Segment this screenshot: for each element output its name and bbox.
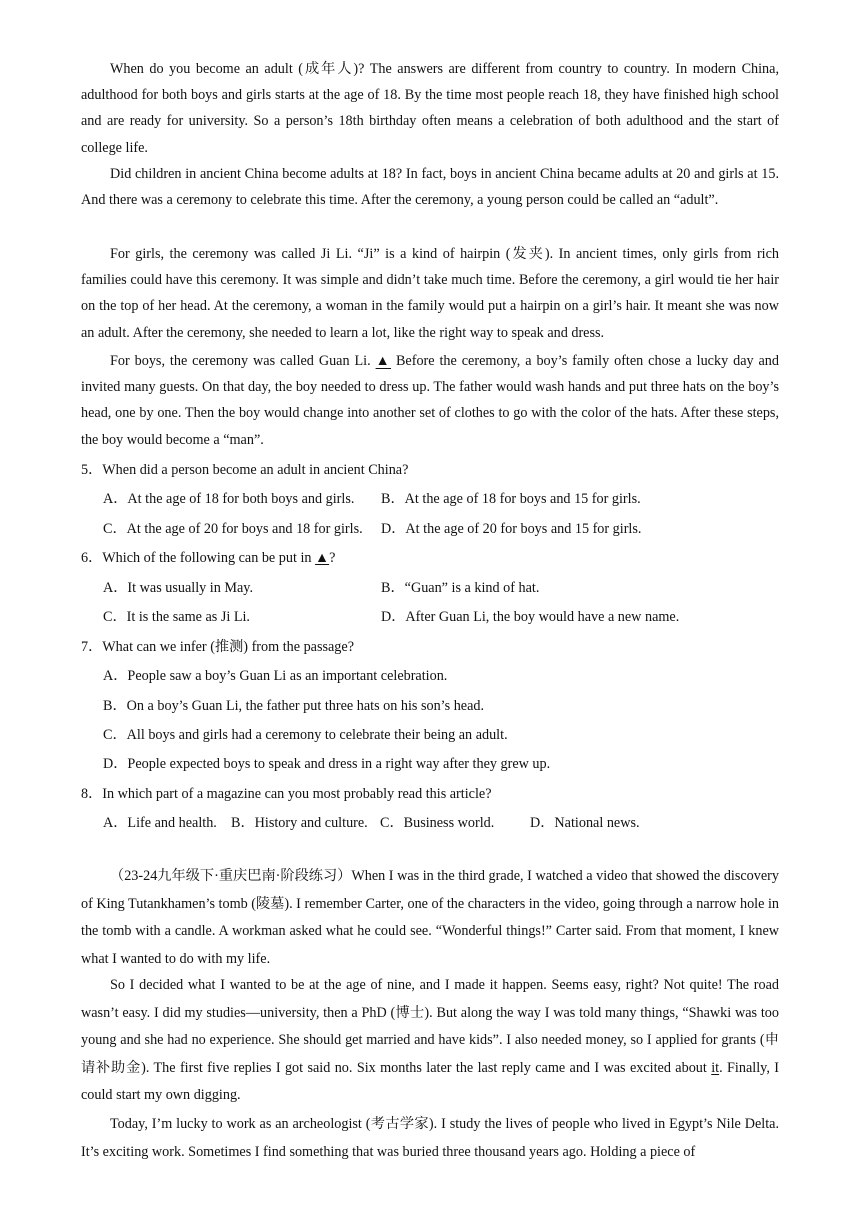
question-7-option-d: D．People expected boys to speak and dress in a right way after they grew up.: [103, 756, 551, 772]
question-5-option-c: C．At the age of 20 for boys and 18 for girls.: [103, 521, 363, 537]
question-5-option-b: B．At the age of 18 for boys and 15 for girls.: [381, 491, 641, 507]
passage2-paragraph-3: Today, I’m lucky to work as an archeologist (考古学家). I study the lives of people who lived in Egypt’s Nile Delta. It’s exciting work. Sometimes I find something that was buried three thousand years ago. Holding a piece of: [81, 1116, 779, 1160]
question-6-stem: [81, 547, 335, 567]
passage1-paragraph-4: [81, 348, 779, 453]
blank-marker: ▲: [375, 353, 392, 369]
question-7-option-b: B．On a boy’s Guan Li, the father put three hats on his son’s head.: [103, 698, 485, 714]
question-5-option-a: A．At the age of 18 for both boys and girls.: [103, 491, 355, 507]
passage2-paragraph-2-start: So I decided what I wanted to be at the age of nine, and I made it happen. Seems easy, right? Not quite! The road wasn’t easy. I did my studies—university, then a PhD (博士). But along the way I was told many things, “Shawki was too young and she had no experience. She should get married and have kids”. I also needed money, so I applied for grants (申请补助金). The first five replies I got said no. Six months later the last reply came and I was excited about: [81, 977, 779, 1076]
question-8-option-d: D．National news.: [530, 815, 640, 831]
passage1-paragraph-4-start: For boys, the ceremony was called Guan Li.: [110, 353, 376, 369]
passage1-paragraph-2: Did children in ancient China become adults at 18? In fact, boys in ancient China became adults at 20 and girls at 15. And there was a ceremony to celebrate this time. After the ceremony, a young person could be called an “adult”.: [81, 166, 779, 209]
question-5-option-d: D．At the age of 20 for boys and 15 for girls.: [381, 521, 642, 537]
passage2-paragraph-1: （23-24九年级下·重庆巴南·阶段练习）When I was in the third grade, I watched a video that showed the discovery of King Tutankhamen’s tomb (陵墓). I remember Carter, one of the characters in the video, going through a narrow hole in the tomb with a candle. A workman asked what he could see. “Wonderful things!” Carter said. From that moment, I knew what I wanted to do with my life.: [81, 868, 779, 967]
question-6-option-d: D．After Guan Li, the boy would have a new name.: [381, 609, 680, 625]
underlined-word-it: it: [711, 1059, 720, 1076]
question-6-option-a: A．It was usually in May.: [103, 580, 254, 596]
question-7-option-c: C．All boys and girls had a ceremony to celebrate their being an adult.: [103, 727, 508, 743]
question-6-blank-marker: ▲: [315, 550, 330, 566]
question-7-option-a: A．People saw a boy’s Guan Li as an important celebration.: [103, 668, 448, 684]
question-5-stem: 5．When did a person become an adult in ancient China?: [81, 462, 409, 478]
question-6-option-c: C．It is the same as Ji Li.: [103, 609, 250, 625]
question-8-stem: 8．In which part of a magazine can you most probably read this article?: [81, 786, 492, 802]
question-8-option-b: B．History and culture.: [231, 815, 368, 831]
question-8-option-a: A．Life and health.: [103, 815, 217, 831]
passage1-paragraph-3: For girls, the ceremony was called Ji Li. “Ji” is a kind of hairpin (发夹). In ancient times, only girls from rich families could have this ceremony. It was simple and didn’t take much time. Before the ceremony, a girl would tie her hair on the top of her head. At the ceremony, a woman in the family would put a hairpin on a girl’s hair. It meant she was now an adult. After the ceremony, she needed to learn a lot, like the right way to speak and dress.: [81, 246, 779, 341]
passage1-paragraph-4-end: Before the ceremony, a boy’s family often chose a lucky day and invited many guests. On that day, the boy needed to dress up. The father would wash hands and put three hats on the boy’s head, one by one. Then the boy would change into another set of clothes to go with the color of the hats. After these steps, the boy would become a “man”.: [81, 353, 779, 448]
question-8-option-c: C．Business world.: [380, 815, 495, 831]
passage2-paragraph-2-end: . Finally, I could start my own digging.: [81, 1059, 779, 1104]
question-6-option-b: B．“Guan” is a kind of hat.: [381, 580, 540, 596]
passage1-paragraph-1: When do you become an adult (成年人)? The answers are different from country to country. In modern China, adulthood for both boys and girls starts at the age of 18. By the time most people reach 18, they have finished high school and are ready for university. So a person’s 18th birthday often means a celebration of both adulthood and the start of college life.: [81, 61, 779, 156]
question-7-stem: 7．What can we infer (推测) from the passage?: [81, 639, 354, 655]
question-6-stem-end: ?: [329, 550, 336, 566]
question-6-stem-text: 6．Which of the following can be put in: [81, 550, 316, 566]
passage2-paragraph-2: [81, 972, 779, 1110]
